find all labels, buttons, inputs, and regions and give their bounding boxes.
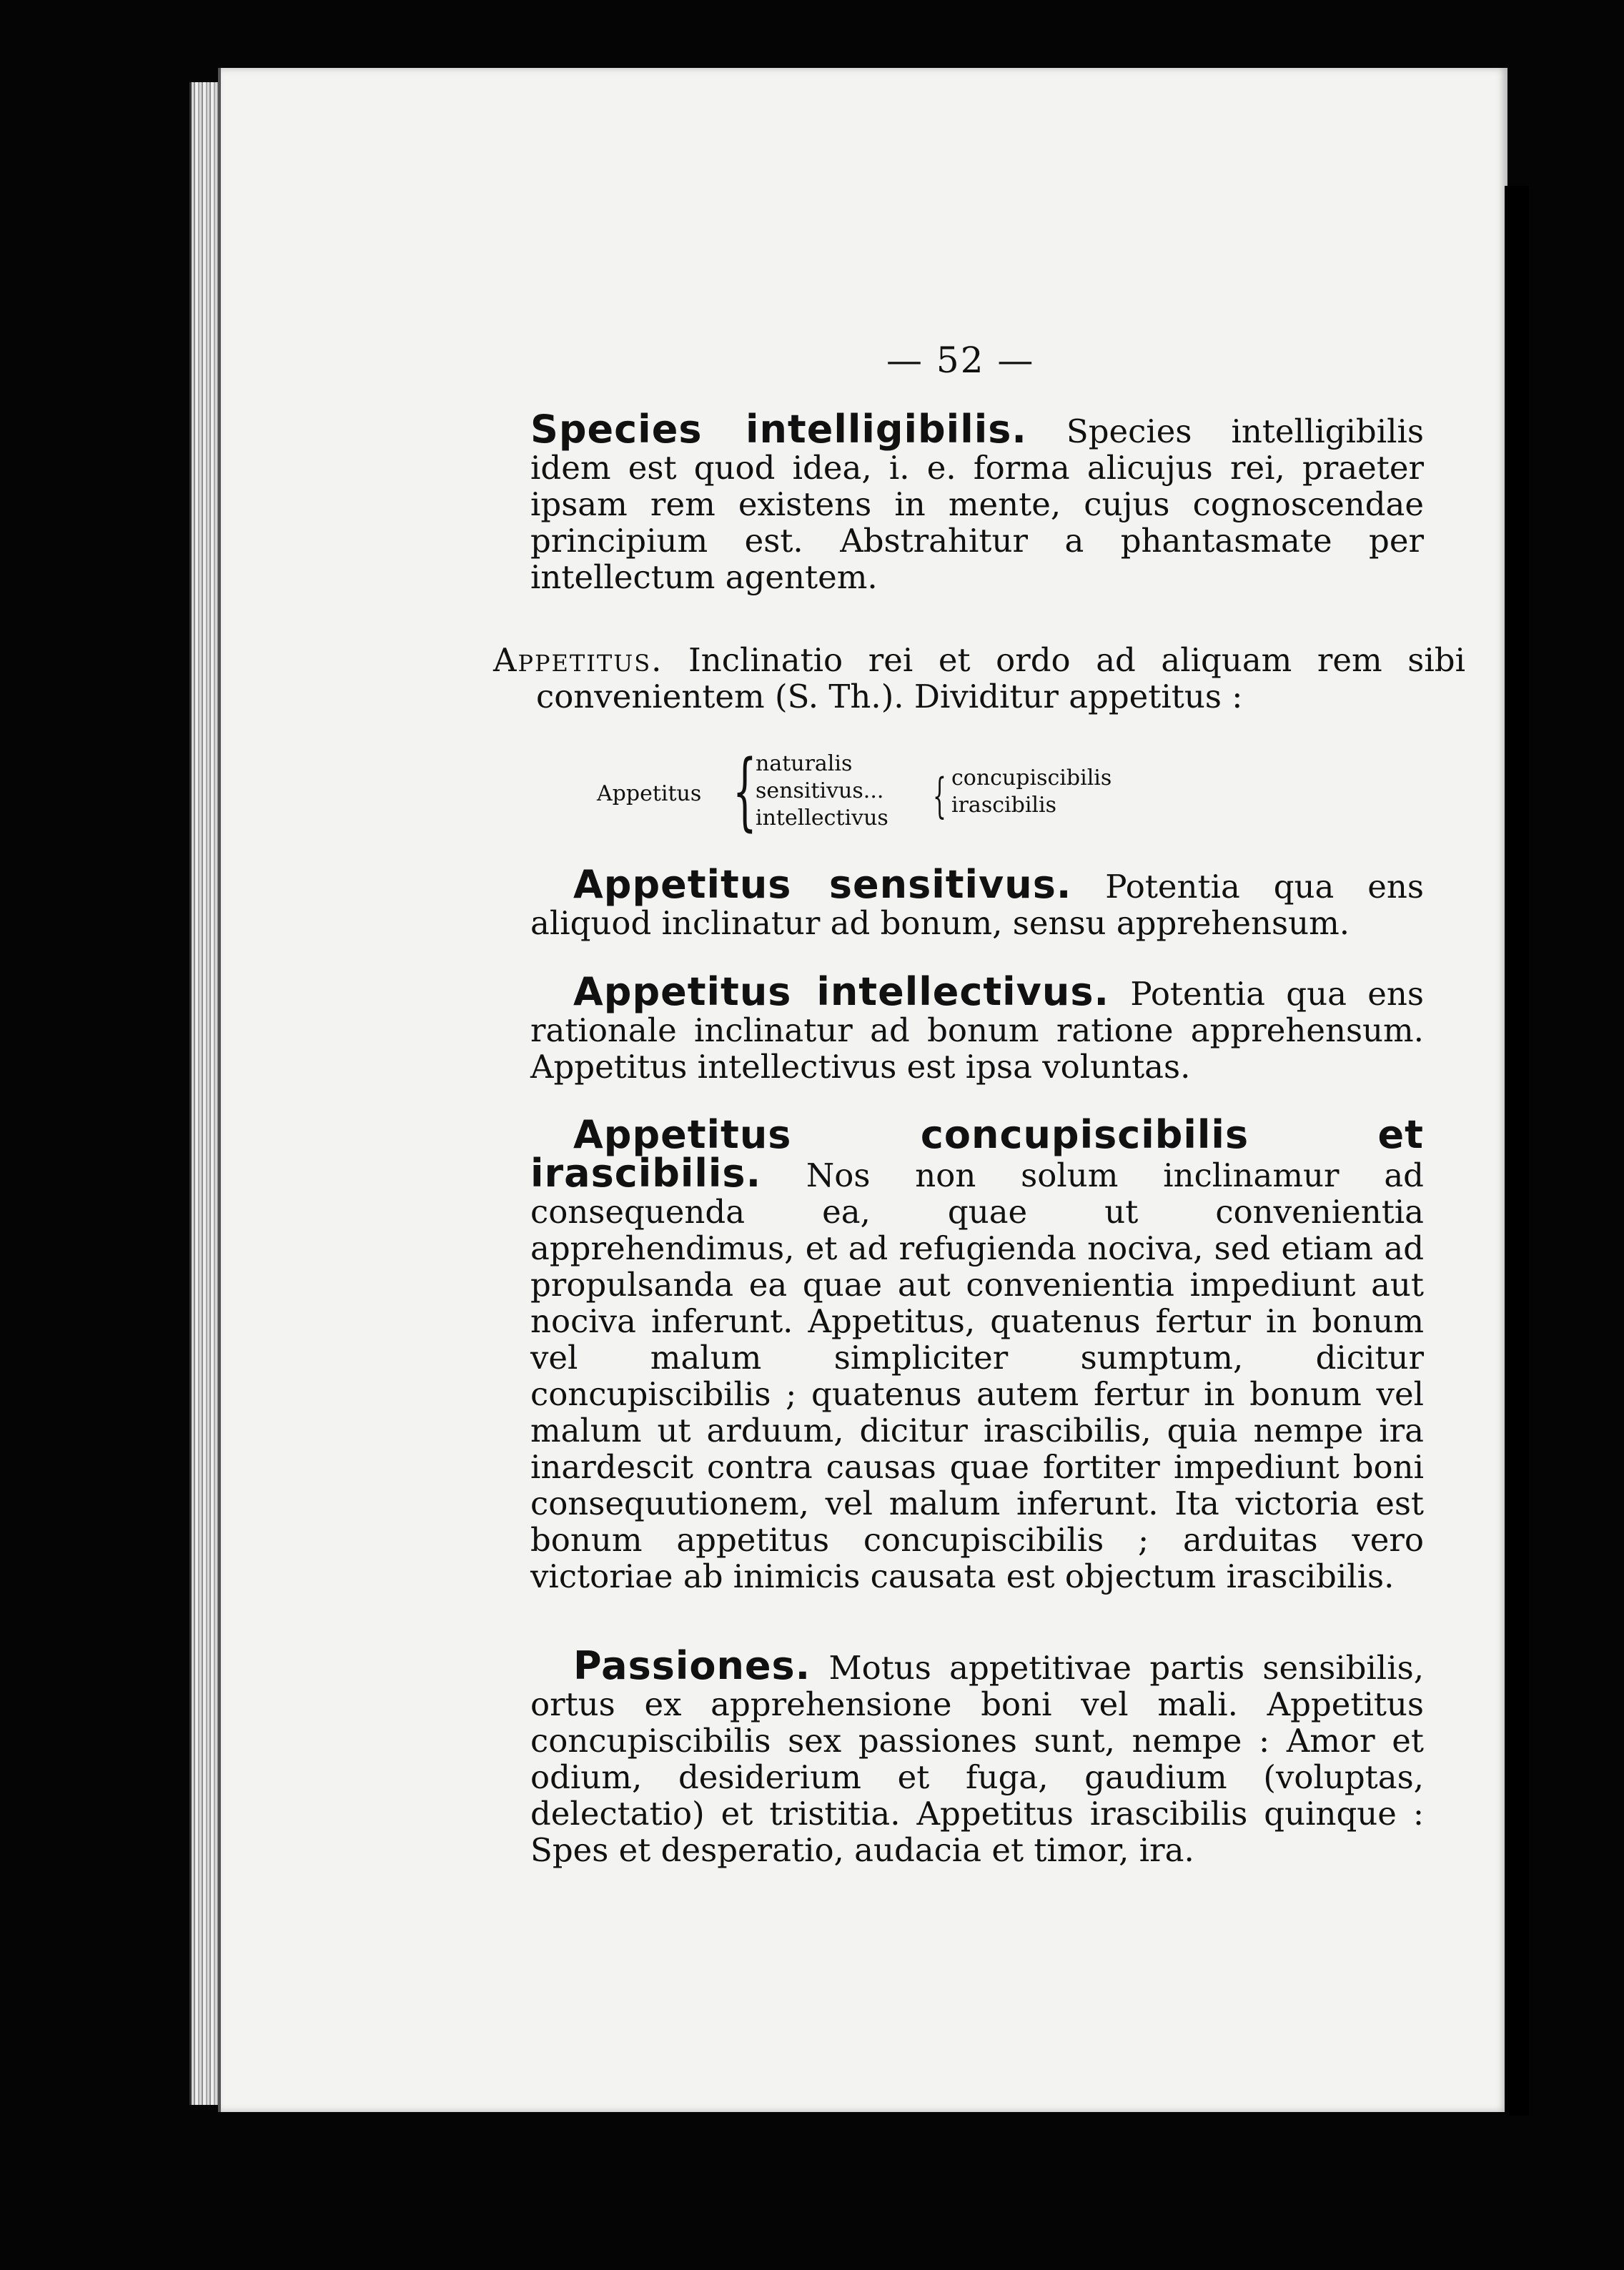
entry-heading: Species intelligibilis. xyxy=(530,407,1027,452)
entry-appetitus-sensitivus xyxy=(530,862,1424,942)
entry-text: Potentia qua ens rationale inclinatur ad bonum ratione apprehensum. Appetitus intellectivus est ipsa voluntas. xyxy=(530,975,1424,1086)
diagram-root: Appetitus xyxy=(597,781,702,806)
brace-icon: { xyxy=(933,768,946,823)
diagram-sub-item: irascibilis xyxy=(951,793,1056,818)
entry-text: Species intelligibilis idem est quod idea, i. e. forma alicujus rei, praeter ipsam rem existens in mente, cujus cognoscendae principium est. Abstrahitur a phantasmate per intellectum agentem. xyxy=(530,412,1424,596)
diagram-items xyxy=(756,750,888,832)
entry-appetitus-concupiscibilis xyxy=(530,1112,1424,1595)
entry-heading: Appetitus intellectivus. xyxy=(573,969,1109,1014)
page-number: — 52 — xyxy=(886,339,1035,381)
diagram-item: sensitivus... xyxy=(756,778,884,803)
entry-heading: Passiones. xyxy=(573,1643,811,1688)
diagram-item: naturalis xyxy=(756,751,853,776)
division-diagram xyxy=(597,741,1169,840)
page-shadow xyxy=(1505,186,1529,2116)
entry-heading: Appetitus concupiscibilis et irascibilis. xyxy=(530,1112,1424,1196)
entry-passiones xyxy=(530,1643,1424,1869)
entry-heading: Appetitus sensitivus. xyxy=(573,862,1072,907)
entry-appetitus-intellectivus xyxy=(530,969,1424,1086)
entry-text: Motus appetitivae partis sensibilis, ortus ex apprehensione boni vel mali. Appetitus concupiscibilis sex passiones sunt, nempe : Amor et odium, desiderium et fuga, gaudium (voluptas, delectatio) et tristitia. Appetitus irascibilis quinque : Spes et desperatio, audacia et timor, ira. xyxy=(530,1649,1424,1869)
diagram-item: intellectivus xyxy=(756,806,888,831)
entry-text: Nos non solum inclinamur ad consequenda ea, quae ut convenientia apprehendimus, et ad refugienda nociva, sed etiam ad propulsanda ea quae aut convenientia impediunt aut nociva inferunt. Appetitus, quatenus fertur in bonum vel malum simpliciter sumptum, dicitur concupiscibilis ; quatenus autem fertur in bonum vel malum ut arduum, dicitur irascibilis, quia nempe ira inardescit contra causas quae fortiter impediunt boni consequutionem, vel malum inferunt. Ita victoria est bonum appetitus concupiscibilis ; arduitas vero victoriae ab inimicis causata est objectum irascibilis. xyxy=(530,1156,1424,1595)
entry-species-intelligibilis xyxy=(530,407,1424,596)
entry-heading: Appetitus. xyxy=(493,641,663,679)
brace-icon: { xyxy=(733,741,757,840)
diagram-sub-items xyxy=(951,765,1111,819)
diagram-sub-item: concupiscibilis xyxy=(951,765,1112,790)
entry-appetitus xyxy=(493,642,1465,715)
entry-text: Potentia qua ens aliquod inclinatur ad bonum, sensu apprehensum. xyxy=(530,868,1424,942)
entry-text: Inclinatio rei et ordo ad aliquam rem sibi convenientem (S. Th.). Dividitur appetitus : xyxy=(536,641,1465,715)
